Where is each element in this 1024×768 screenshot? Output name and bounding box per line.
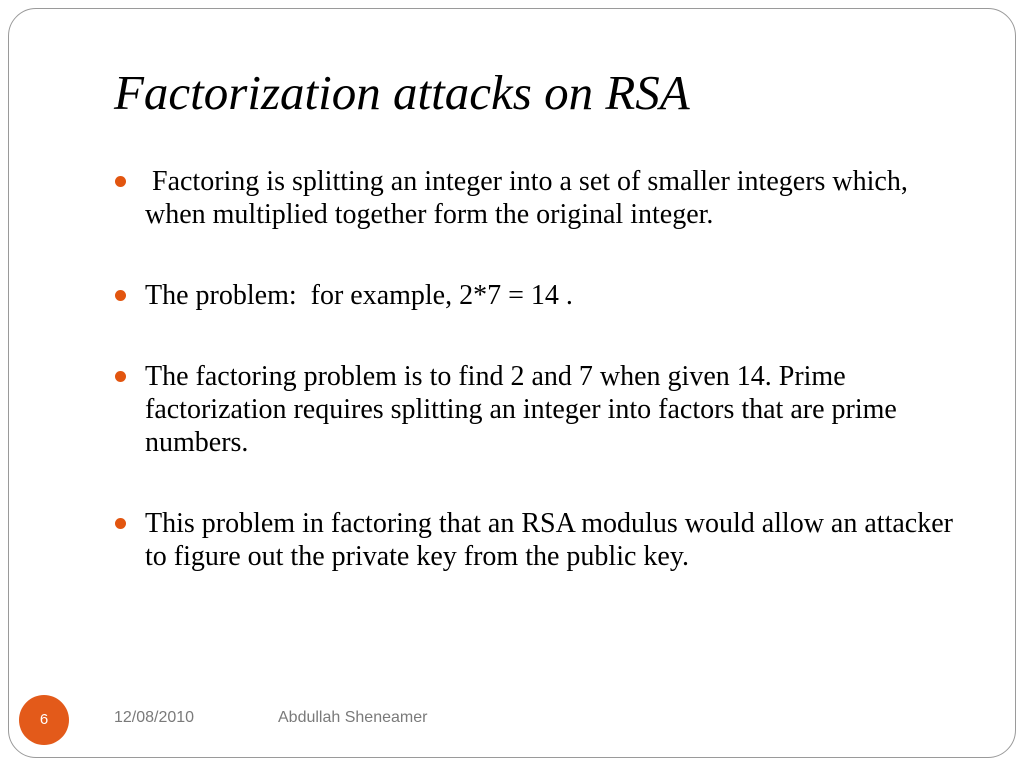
- bullet-item: [112, 507, 972, 573]
- bullet-text: The factoring problem is to find 2 and 7 when given 14. Prime factorization requires splitting an integer into factors that are prime numbers.: [145, 361, 904, 458]
- bullet-dot-icon: [115, 518, 126, 529]
- bullet-list: [112, 165, 972, 621]
- slide-title: Factorization attacks on RSA: [114, 65, 690, 120]
- bullet-text: This problem in factoring that an RSA modulus would allow an attacker to figure out the private key from the public key.: [145, 508, 960, 572]
- bullet-item: [112, 165, 972, 231]
- bullet-text: Factoring is splitting an integer into a set of smaller integers which, when multiplied together form the original integer.: [145, 166, 915, 230]
- bullet-dot-icon: [115, 371, 126, 382]
- bullet-item: [112, 279, 972, 312]
- bullet-text: The problem: for example, 2*7 = 14 .: [145, 280, 573, 311]
- bullet-item: [112, 360, 972, 459]
- footer-author: Abdullah Sheneamer: [278, 709, 428, 726]
- footer-date: 12/08/2010: [114, 709, 195, 726]
- bullet-dot-icon: [115, 290, 126, 301]
- bullet-dot-icon: [115, 176, 126, 187]
- page-number-badge: 6: [19, 695, 69, 745]
